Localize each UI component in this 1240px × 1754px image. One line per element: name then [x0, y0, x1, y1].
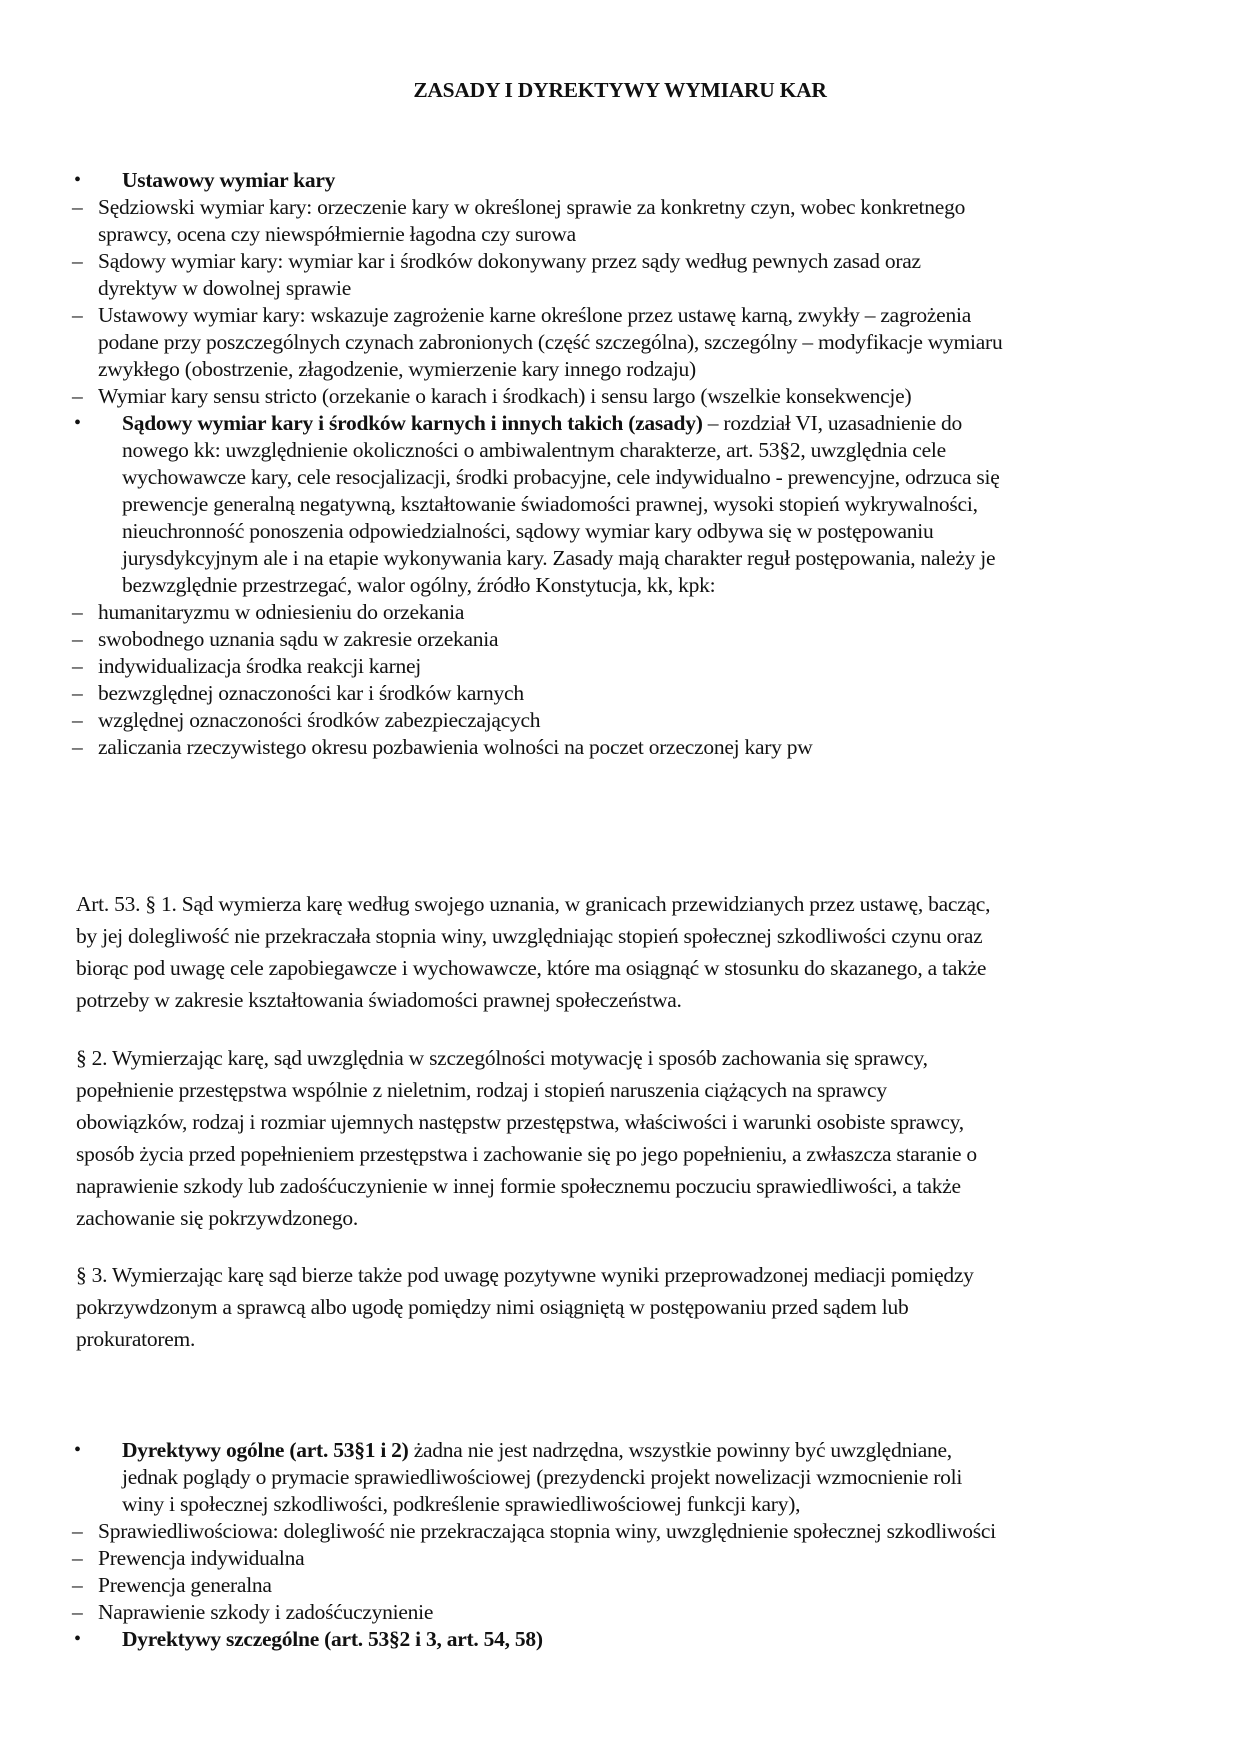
article-53-p1-line: biorąc pod uwagę cele zapobiegawcze i wychowawcze, które ma osiągnąć w stosunku do skazanego, a także [76, 956, 987, 980]
list-item-line: Ustawowy wymiar kary: wskazuje zagrożenie karne określone przez ustawę karną, zwykły – zagrożenia [98, 303, 971, 327]
paragraph-line: nowego kk: uwzględnienie okoliczności o ambiwalentnym charakterze, art. 53§2, uwzględnia cele [122, 438, 946, 462]
article-53-p2-line: obowiązków, rodzaj i rozmiar ujemnych następstw przestępstwa, właściwości i warunki osobiste sprawcy, [76, 1110, 964, 1134]
list-item-line: zwykłego (obostrzenie, złagodzenie, wymierzenie kary innego rodzaju) [98, 357, 696, 381]
paragraph-line: bezwzględnie przestrzegać, walor ogólny, źródło Konstytucja, kk, kpk: [122, 573, 716, 597]
list-item: Naprawienie szkody i zadośćuczynienie [98, 1600, 434, 1624]
dash-icon: – [72, 654, 83, 678]
list-item-line: Sędziowski wymiar kary: orzeczenie kary w określonej sprawie za konkretny czyn, wobec konkretnego [98, 195, 966, 219]
section-heading-dyrektywy-szczegolne: Dyrektywy szczególne (art. 53§2 i 3, art. 54, 58) [122, 1627, 543, 1651]
paragraph-line: jurysdykcyjnym ale i na etapie wykonywania kary. Zasady mają charakter reguł postępowania, należy je [122, 546, 996, 570]
list-item: Sprawiedliwościowa: dolegliwość nie przekraczająca stopnia winy, uwzględnienie społecznej szkodliwości [98, 1519, 996, 1543]
dash-icon: – [72, 303, 83, 327]
bullet-icon: • [74, 1439, 81, 1461]
dash-icon: – [72, 681, 83, 705]
list-item: swobodnego uznania sądu w zakresie orzekania [98, 627, 499, 651]
paragraph-line: nieuchronność ponoszenia odpowiedzialności, sądowy wymiar kary odbywa się w postępowaniu [122, 519, 934, 543]
dash-icon: – [72, 627, 83, 651]
section-heading-bold: Dyrektywy ogólne (art. 53§1 i 2) [122, 1438, 409, 1462]
list-item: Prewencja generalna [98, 1573, 272, 1597]
dash-icon: – [72, 195, 83, 219]
dash-icon: – [72, 735, 83, 759]
list-item: humanitaryzmu w odniesieniu do orzekania [98, 600, 465, 624]
section-heading-rest: żadna nie jest nadrzędna, wszystkie powinny być uwzględniane, [408, 1438, 952, 1462]
paragraph-line: winy i społecznej szkodliwości, podkreślenie sprawiedliwościowej funkcji kary), [122, 1492, 801, 1516]
list-item-line: dyrektyw w dowolnej sprawie [98, 276, 351, 300]
section-heading-sadowy [122, 409, 962, 438]
article-53-p2-line: popełnienie przestępstwa wspólnie z nieletnim, rodzaj i stopień naruszenia ciążących na sprawcy [76, 1078, 887, 1102]
article-53-p1-line: by jej dolegliwość nie przekraczała stopnia winy, uwzględniając stopień społecznej szkodliwości czynu oraz [76, 924, 983, 948]
article-53-p2-line: naprawienie szkody lub zadośćuczynienie w innej formie społecznemu poczuciu sprawiedliwości, a także [76, 1174, 961, 1198]
dash-icon: – [72, 1573, 83, 1597]
list-item: bezwzględnej oznaczoności kar i środków karnych [98, 681, 524, 705]
paragraph-line: jednak poglądy o prymacie sprawiedliwościowej (prezydencki projekt nowelizacji wzmocnienie roli [122, 1465, 963, 1489]
article-53-p2-line: zachowanie się pokrzywdzonego. [76, 1206, 359, 1230]
list-item-line: Wymiar kary sensu stricto (orzekanie o karach i środkach) i sensu largo (wszelkie konsekwencje) [98, 384, 912, 408]
article-53-p1-line: Art. 53. § 1. Sąd wymierza karę według swojego uznania, w granicach przewidzianych przez ustawę, bacząc, [76, 892, 991, 916]
article-53-p3-line: § 3. Wymierzając karę sąd bierze także pod uwagę pozytywne wyniki przeprowadzonej mediacji pomiędzy [76, 1263, 974, 1287]
dash-icon: – [72, 249, 83, 273]
list-item-line: podane przy poszczególnych czynach zabronionych (część szczególna), szczególny – modyfikacje wymiaru [98, 330, 1003, 354]
article-53-p3-line: prokuratorem. [76, 1327, 196, 1351]
list-item: względnej oznaczoności środków zabezpieczających [98, 708, 541, 732]
article-53-p2-line: § 2. Wymierzając karę, sąd uwzględnia w szczególności motywację i sposób zachowania się sprawcy, [76, 1046, 928, 1070]
list-item-line: Sądowy wymiar kary: wymiar kar i środków dokonywany przez sądy według pewnych zasad oraz [98, 249, 921, 273]
dash-icon: – [72, 384, 83, 408]
list-item: zaliczania rzeczywistego okresu pozbawienia wolności na poczet orzeczonej kary pw [98, 735, 813, 759]
list-item: Prewencja indywidualna [98, 1546, 305, 1570]
bullet-icon: • [74, 169, 81, 191]
bullet-icon: • [74, 412, 81, 434]
document-title: ZASADY I DYREKTYWY WYMIARU KAR [413, 78, 827, 102]
section-heading-rest: – rozdział VI, uzasadnienie do [702, 411, 962, 435]
bullet-icon: • [74, 1628, 81, 1650]
article-53-p3-line: pokrzywdzonym a sprawcą albo ugodę pomiędzy nimi osiągniętą w postępowaniu przed sądem lub [76, 1295, 909, 1319]
section-heading-ustawowy: Ustawowy wymiar kary [122, 168, 336, 192]
dash-icon: – [72, 1519, 83, 1543]
dash-icon: – [72, 708, 83, 732]
paragraph-line: wychowawcze kary, cele resocjalizacji, środki probacyjne, cele indywidualno - prewencyjne, odrzuca się [122, 465, 1000, 489]
dash-icon: – [72, 600, 83, 624]
article-53-p1-line: potrzeby w zakresie kształtowania świadomości prawnej społeczeństwa. [76, 988, 682, 1012]
paragraph-line: prewencje generalną negatywną, kształtowanie świadomości prawnej, wysoki stopień wykrywalności, [122, 492, 978, 516]
article-53-p2-line: sposób życia przed popełnieniem przestępstwa i zachowanie się po jego popełnieniu, a zwłaszcza staranie o [76, 1142, 977, 1166]
list-item-line: sprawcy, ocena czy niewspółmiernie łagodna czy surowa [98, 222, 576, 246]
dash-icon: – [72, 1600, 83, 1624]
dash-icon: – [72, 1546, 83, 1570]
list-item: indywidualizacja środka reakcji karnej [98, 654, 422, 678]
section-heading-bold: Sądowy wymiar kary i środków karnych i innych takich (zasady) [122, 411, 703, 435]
section-heading-dyrektywy-ogolne [122, 1436, 952, 1465]
